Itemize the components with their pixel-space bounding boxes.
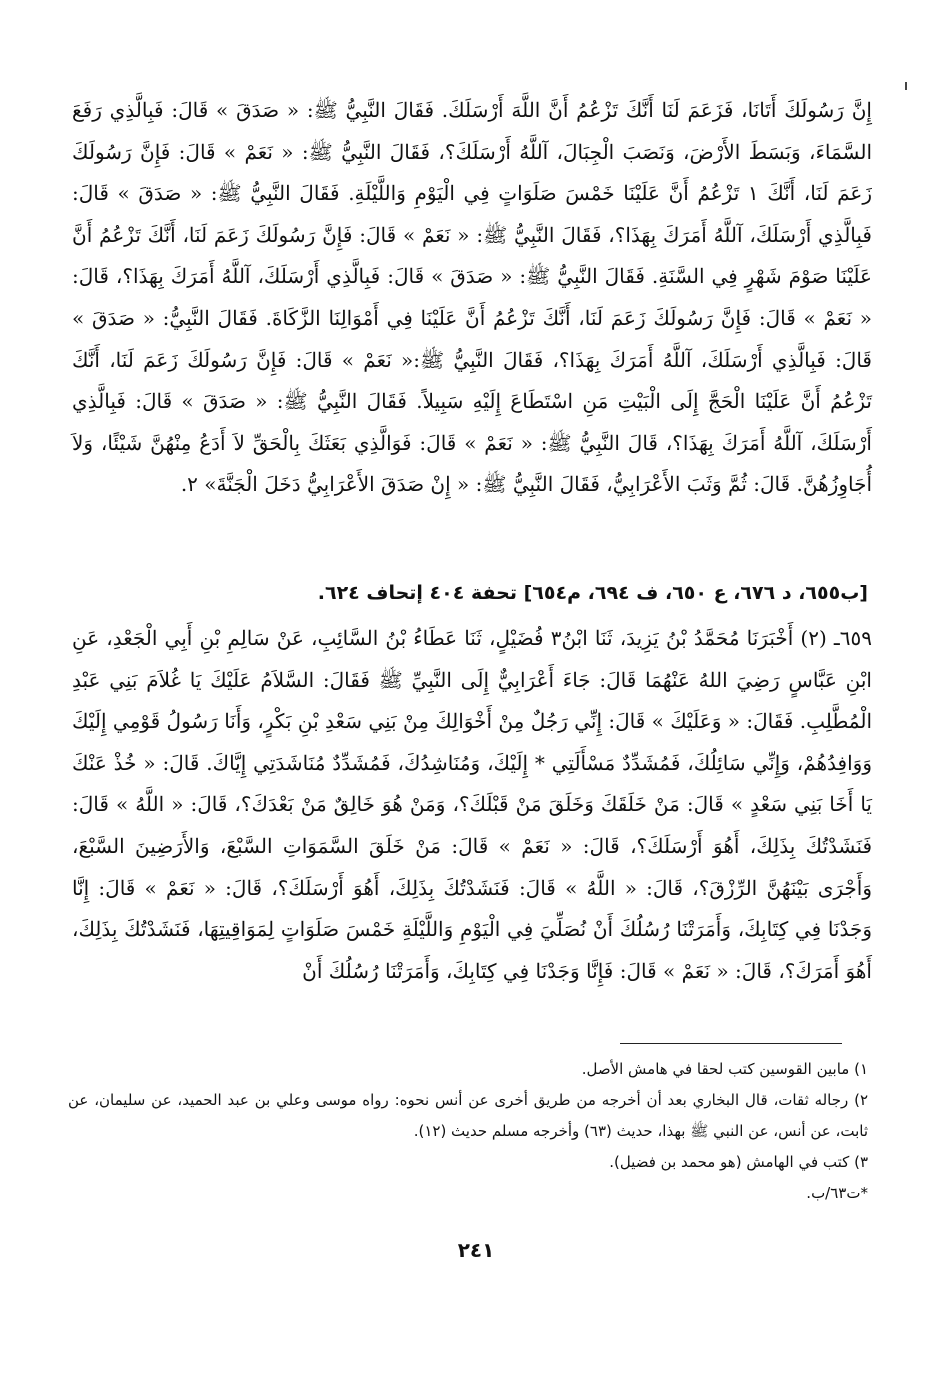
- hadith-659-block: [72, 618, 872, 992]
- footnote-1: ١) مابين القوسين كتب لحقا في هامش الأصل.: [581, 1060, 868, 1078]
- hadith-text-continued: إِنَّ رَسُولَكَ أَتَانَا، فَزَعَمَ لَنَا أَنَّكَ تَزْعُمُ أَنَّ اللَّهَ أَرْسَلَكَ. فَقَالَ النَّبِيُّ ﷺ: « صَدَقَ » قَالَ: فَبِالَّذِي رَفَعَ السَّمَاءَ، وَبَسَطَ الأَرْضَ، وَنَصَبَ الْجِبَالَ، آللَّهُ أَرْسَلَكَ؟، فَقَالَ النَّبِيُّ ﷺ: « نَعَمْ » قَالَ: فَإِنَّ رَسُولَكَ زَعَمَ لَنَا، أَنَّكَ ١ تَزْعُمُ أَنَّ عَلَيْنَا خَمْسَ صَلَوَاتٍ فِي الْيَوْمِ وَاللَّيْلَةِ. فَقَالَ النَّبِيُّ ﷺ: « صَدَقَ » قَالَ: فَبِالَّذِي أَرْسَلَكَ، آللَّهُ أَمَرَكَ بِهَذَا؟، فَقَالَ النَّبِيُّ ﷺ: « نَعَمْ » قَالَ: فَإِنَّ رَسُولَكَ زَعَمَ لَنَا، أَنَّكَ تَزْعُمُ أَنَّ عَلَيْنَا صَوْمَ شَهْرٍ فِي السَّنَةِ. فَقَالَ النَّبِيُّ ﷺ: « صَدَقَ » قَالَ: فَبِالَّذِي أَرْسَلَكَ، آللَّهُ أَمَرَكَ بِهَذَا؟، قَالَ: « نَعَمْ » قَالَ: فَإِنَّ رَسُولَكَ زَعَمَ لَنَا، أَنَّكَ تَزْعُمُ أَنَّ عَلَيْنَا فِي أَمْوَالِنَا الزَّكَاةَ. فَقَالَ النَّبِيُّ: « صَدَقَ » قَالَ: فَبِالَّذِي أَرْسَلَكَ، آللَّهُ أَمَرَكَ بِهَذَا؟، فَقَالَ النَّبِيُّ ﷺ:« نَعَمْ » قَالَ: فَإِنَّ رَسُولَكَ زَعَمَ لَنَا، أَنَّكَ تَزْعُمُ أَنَّ عَلَيْنَا الْحَجَّ إِلَى الْبَيْتِ مَنِ اسْتَطَاعَ إِلَيْهِ سَبِيلاً. فَقَالَ النَّبِيُّ ﷺ: « صَدَقَ » قَالَ: فَبِالَّذِي أَرْسَلَكَ، آللَّهُ أَمَرَكَ بِهَذَا؟، قَالَ النَّبِيُّ ﷺ: « نَعَمْ » قَالَ: فَوَالَّذِي بَعَثَكَ بِالْحَقِّ لاَ أَدَعُ مِنْهُنَّ شَيْئًا، وَلاَ أُجَاوِزُهُنَّ. قَالَ: ثُمَّ وَثَبَ الأَعْرَابِيُّ، فَقَالَ النَّبِيُّ ﷺ: « إِنْ صَدَقَ الأَعْرَابِيُّ دَخَلَ الْجَنَّةَ» ٢.: [72, 98, 872, 497]
- footnote-manuscript-mark: *ت٦٣/ب.: [806, 1184, 868, 1202]
- scan-mark: [905, 82, 907, 90]
- main-text-block: [72, 90, 872, 506]
- footnote-3: ٣) كتب في الهامش (هو محمد بن فضيل).: [609, 1153, 868, 1171]
- page-number: ٢٤١: [457, 1238, 495, 1262]
- hadith-659-text: ٦٥٩ـ (٢) أَخْبَرَنَا مُحَمَّدُ بْنُ يَزِيدَ، ثَنَا ابْنُ٣ فُضَيْلٍ، ثَنَا عَطَاءُ بْنُ السَّائِبِ، عَنْ سَالِمِ بْنِ أَبِي الْجَعْدِ، عَنِ ابْنِ عَبَّاسٍ رَضِيَ اللهُ عَنْهُمَا قَالَ: جَاءَ أَعْرَابِيٌّ إِلَى النَّبِيِّ ﷺ فَقَالَ: السَّلاَمُ عَلَيْكَ يَا غُلاَمَ بَنِي عَبْدِ الْمُطَّلِبِ. فَقَالَ: « وَعَلَيْكَ » قَالَ: إِنِّي رَجُلٌ مِنْ أَخْوَالِكَ مِنْ بَنِي سَعْدِ بْنِ بَكْرٍ، وَأَنَا رَسُولُ قَوْمِي إِلَيْكَ وَوَافِدُهُمْ، وَإِنِّي سَائِلُكَ، فَمُشَدِّدٌ مَسْأَلَتِي * إِلَيْكَ، وَمُنَاشِدُكَ، فَمُشَدِّدٌ مُنَاشَدَتِي إِيَّاكَ. قَالَ: « خُذْ عَنْكَ يَا أَخَا بَنِي سَعْدٍ » قَالَ: مَنْ خَلَقَكَ وَخَلَقَ مَنْ قَبْلَكَ؟، وَمَنْ هُوَ خَالِقٌ مَنْ بَعْدَكَ؟، قَالَ: « اللَّهُ » قَالَ: فَنَشَدْتُكَ بِذَلِكَ، أَهُوَ أَرْسَلَكَ؟، قَالَ: « نَعَمْ » قَالَ: مَنْ خَلَقَ السَّمَوَاتِ السَّبْعَ، وَالأَرَضِينَ السَّبْعَ، وَأَجْرَى بَيْنَهُنَّ الرِّزْقَ؟، قَالَ: « اللَّهُ » قَالَ: فَنَشَدْتُكَ بِذَلِكَ، أَهُوَ أَرْسَلَكَ؟، قَالَ: « نَعَمْ » قَالَ: إِنَّا وَجَدْنَا فِي كِتَابِكَ، وَأَمَرَتْنَا رُسُلُكَ أَنْ نُصَلِّيَ فِي الْيَوْمِ وَاللَّيْلَةِ خَمْسَ صَلَوَاتٍ لِمَوَاقِيتِهَا، فَنَشَدْتُكَ بِذَلِكَ، أَهُوَ أَمَرَكَ؟، قَالَ: « نَعَمْ » قَالَ: فَإِنَّا وَجَدْنَا فِي كِتَابِكَ، وَأَمَرَتْنَا رُسُلُكَ أَنْ: [72, 626, 872, 983]
- footnote-2: ٢) رجاله ثقات، قال البخاري بعد أن أخرجه من طريق أخرى عن أنس نحوه: رواه موسى وعلي بن عبد الحميد، عن سليمان، عن ثابت، عن أنس، عن النبي ﷺ بهذا، حديث (٦٣) وأخرجه مسلم حديث (١٢).: [68, 1091, 868, 1140]
- reference-line: [ب٦٥٥، د ٦٧٦، ع ٦٥٠، ف ٦٩٤، م٦٥٤] تحفة ٤٠٤ إتحاف ٦٢٤.: [317, 582, 868, 604]
- footnote-separator: [620, 1043, 842, 1044]
- footnotes: [68, 1054, 868, 1209]
